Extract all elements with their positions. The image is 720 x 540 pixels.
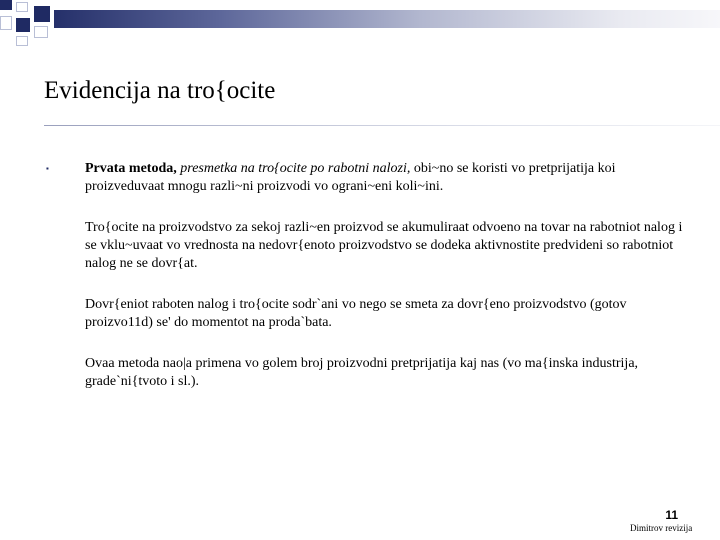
paragraph-application: Ovaa metoda nao|a primena vo golem broj proizvodni pretprijatija kaj nas (vo ma{inska industrija, grade`ni{tvoto i sl.). [85,356,639,389]
page-number: 11 [665,508,678,522]
header-gradient-bar [54,10,720,28]
footer-text: Dimitrov revizija [630,523,693,533]
decor-square [34,26,48,38]
paragraph-method [85,160,685,196]
paragraph-lead-italic: presmetka na tro{ocite po rabotni nalozi, [180,161,411,176]
paragraph-completed-order: Dovr{eniot raboten nalog i tro{ocite sodr`ani vo nego se smeta za dovr{eno proizvodstvo (gotov proizvo11d) se' do momentot na proda`bata. [85,297,627,330]
decor-square [16,18,30,32]
paragraph-costs: Tro{ocite na proizvodstvo za sekoj razli~en proizvod se akumuliraat odvoeno na tovar na rabotniot nalog i se vklu~uvaat vo vrednosta na nedovr{enoto proizvodstvo se dodeka aktivnostite predvideni so rabotniot nalog ne se dovr{at. [85,220,683,271]
bullet-icon: ▪ [46,164,49,173]
decor-square [34,6,50,22]
decor-square [16,36,28,46]
decor-square [16,2,28,12]
decor-square [0,0,12,10]
paragraph-text: obi~no se koristi vo pretprijatija koi proizveduvaat mnogu razli~ni proizvodi vo ograni~eni koli~ini. [85,161,616,194]
title-divider [44,125,720,126]
slide-title: Evidencija na tro{ocite [44,77,276,104]
decor-square [0,16,12,30]
paragraph-lead-bold: Prvata metoda, [85,161,177,176]
